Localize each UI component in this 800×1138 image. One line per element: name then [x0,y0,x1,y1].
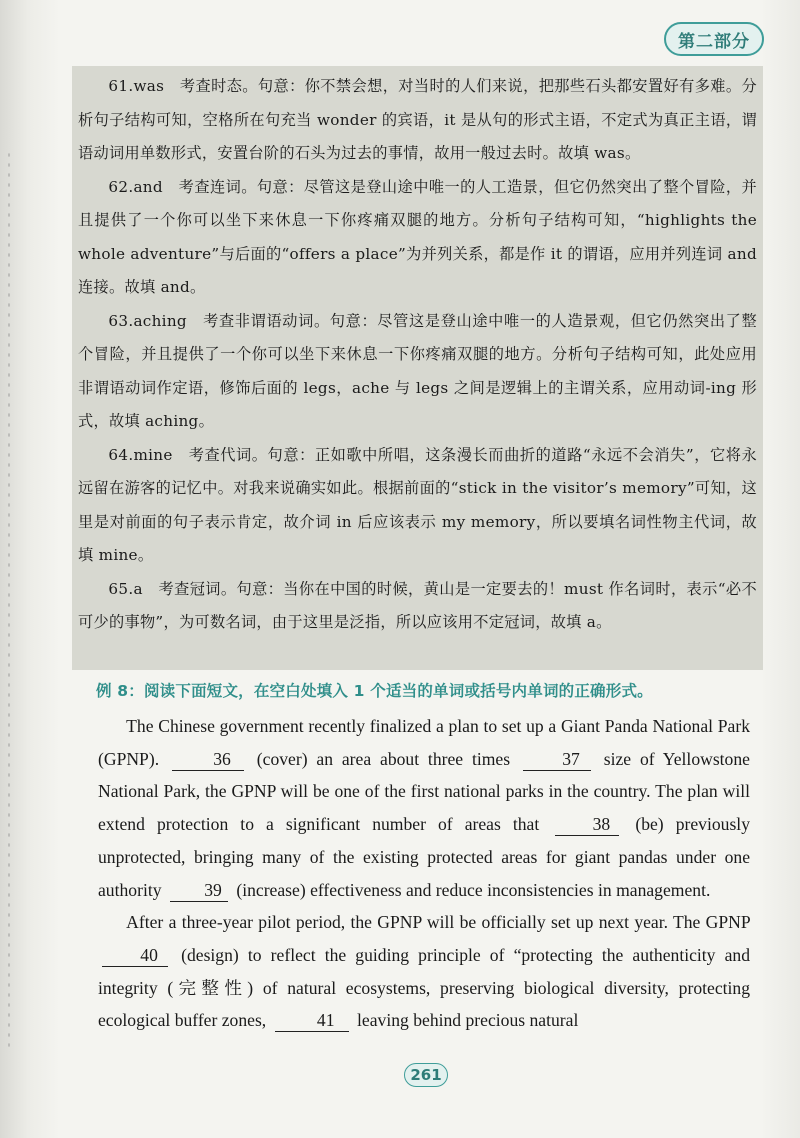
blank-39: 39 [170,879,228,902]
section-badge: 第二部分 [664,22,764,56]
answer-61: 61.was 考查时态。句意：你不禁会想，对当时的人们来说，把那些石头都安置好有多难。分析句子结构可知，空格所在句充当 wonder 的宾语，it 是从句的形式主语，不定式为真正主语，谓语动词用单数形式，安置台阶的石头为过去的事情，故用一般过去时。故填 was。 [78,77,757,162]
passage-text: (increase) effectiveness and reduce inconsistencies in management. [236,879,711,900]
passage-text: (design) to reflect the guiding principle of “protecting the authenticity and integrity (完整性) of natural ecosystems, preserving biological diversity, protecting ecological buffer zones, [98,944,750,1031]
answer-63: 63.aching 考查非谓语动词。句意：尽管这是登山途中唯一的人造景观，但它仍然突出了整个冒险，并且提供了一个你可以坐下来休息一下你疼痛双腿的地方。分析句子结构可知，此处应用非谓语动词作定语，修饰后面的 legs，ache 与 legs 之间是逻辑上的主谓关系，应用动词-ing 形式，故填 aching。 [78,311,757,430]
blank-41: 41 [275,1009,349,1032]
passage-text: (be) previously unprotected, bringing many of the existing protected areas for giant pandas under one authority [98,814,750,900]
answer-64: 64.mine 考查代词。句意：正如歌中所唱，这条漫长而曲折的道路“永远不会消失”，它将永远留在游客的记忆中。对我来说确实如此。根据前面的“stick in the visitor’s memory”可知，这里是对前面的句子表示肯定，故介词 in 后应该表示 my memory，所以要填名词性物主代词，故填 mine。 [78,445,757,564]
passage-text: The Chinese government recently finalized a plan to set up a Giant Panda National Park (GPNP). [98,716,750,769]
passage-text: leaving behind precious natural [357,1010,579,1031]
passage-text: After a three-year pilot period, the GPNP will be officially set up next year. The GPNP [126,912,750,933]
blank-37: 37 [523,748,591,771]
blank-38: 38 [555,813,619,836]
page-number: 261 [404,1063,448,1087]
passage-paragraph-1 [98,710,750,906]
binding-dots [6,150,12,1050]
answer-explanations-box [72,66,763,670]
answer-62: 62.and 考查连词。句意：尽管这是登山途中唯一的人工造景，但它仍然突出了整个冒险，并且提供了一个你可以坐下来休息一下你疼痛双腿的地方。分析句子结构可知，“highlights the whole adventure”与后面的“offers a place”为并列关系，都是作 it 的谓语，应用并列连词 and 连接。故填 and。 [78,177,757,296]
passage-text: size of Yellowstone National Park, the GPNP will be one of the first national parks in the country. The plan will extend protection to a significant number of areas that [98,748,750,835]
cloze-passage [98,710,750,1037]
blank-40: 40 [102,944,168,967]
answer-65: 65.a 考查冠词。句意：当你在中国的时候，黄山是一定要去的！must 作名词时，表示“必不可少的事物”，为可数名词，由于这里是泛指，所以应该用不定冠词，故填 a。 [78,579,757,631]
passage-paragraph-2 [98,906,750,1037]
blank-36: 36 [172,748,244,771]
passage-text: (cover) an area about three times [256,748,511,769]
example-title: 例 8：阅读下面短文，在空白处填入 1 个适当的单词或括号内单词的正确形式。 [96,682,653,700]
